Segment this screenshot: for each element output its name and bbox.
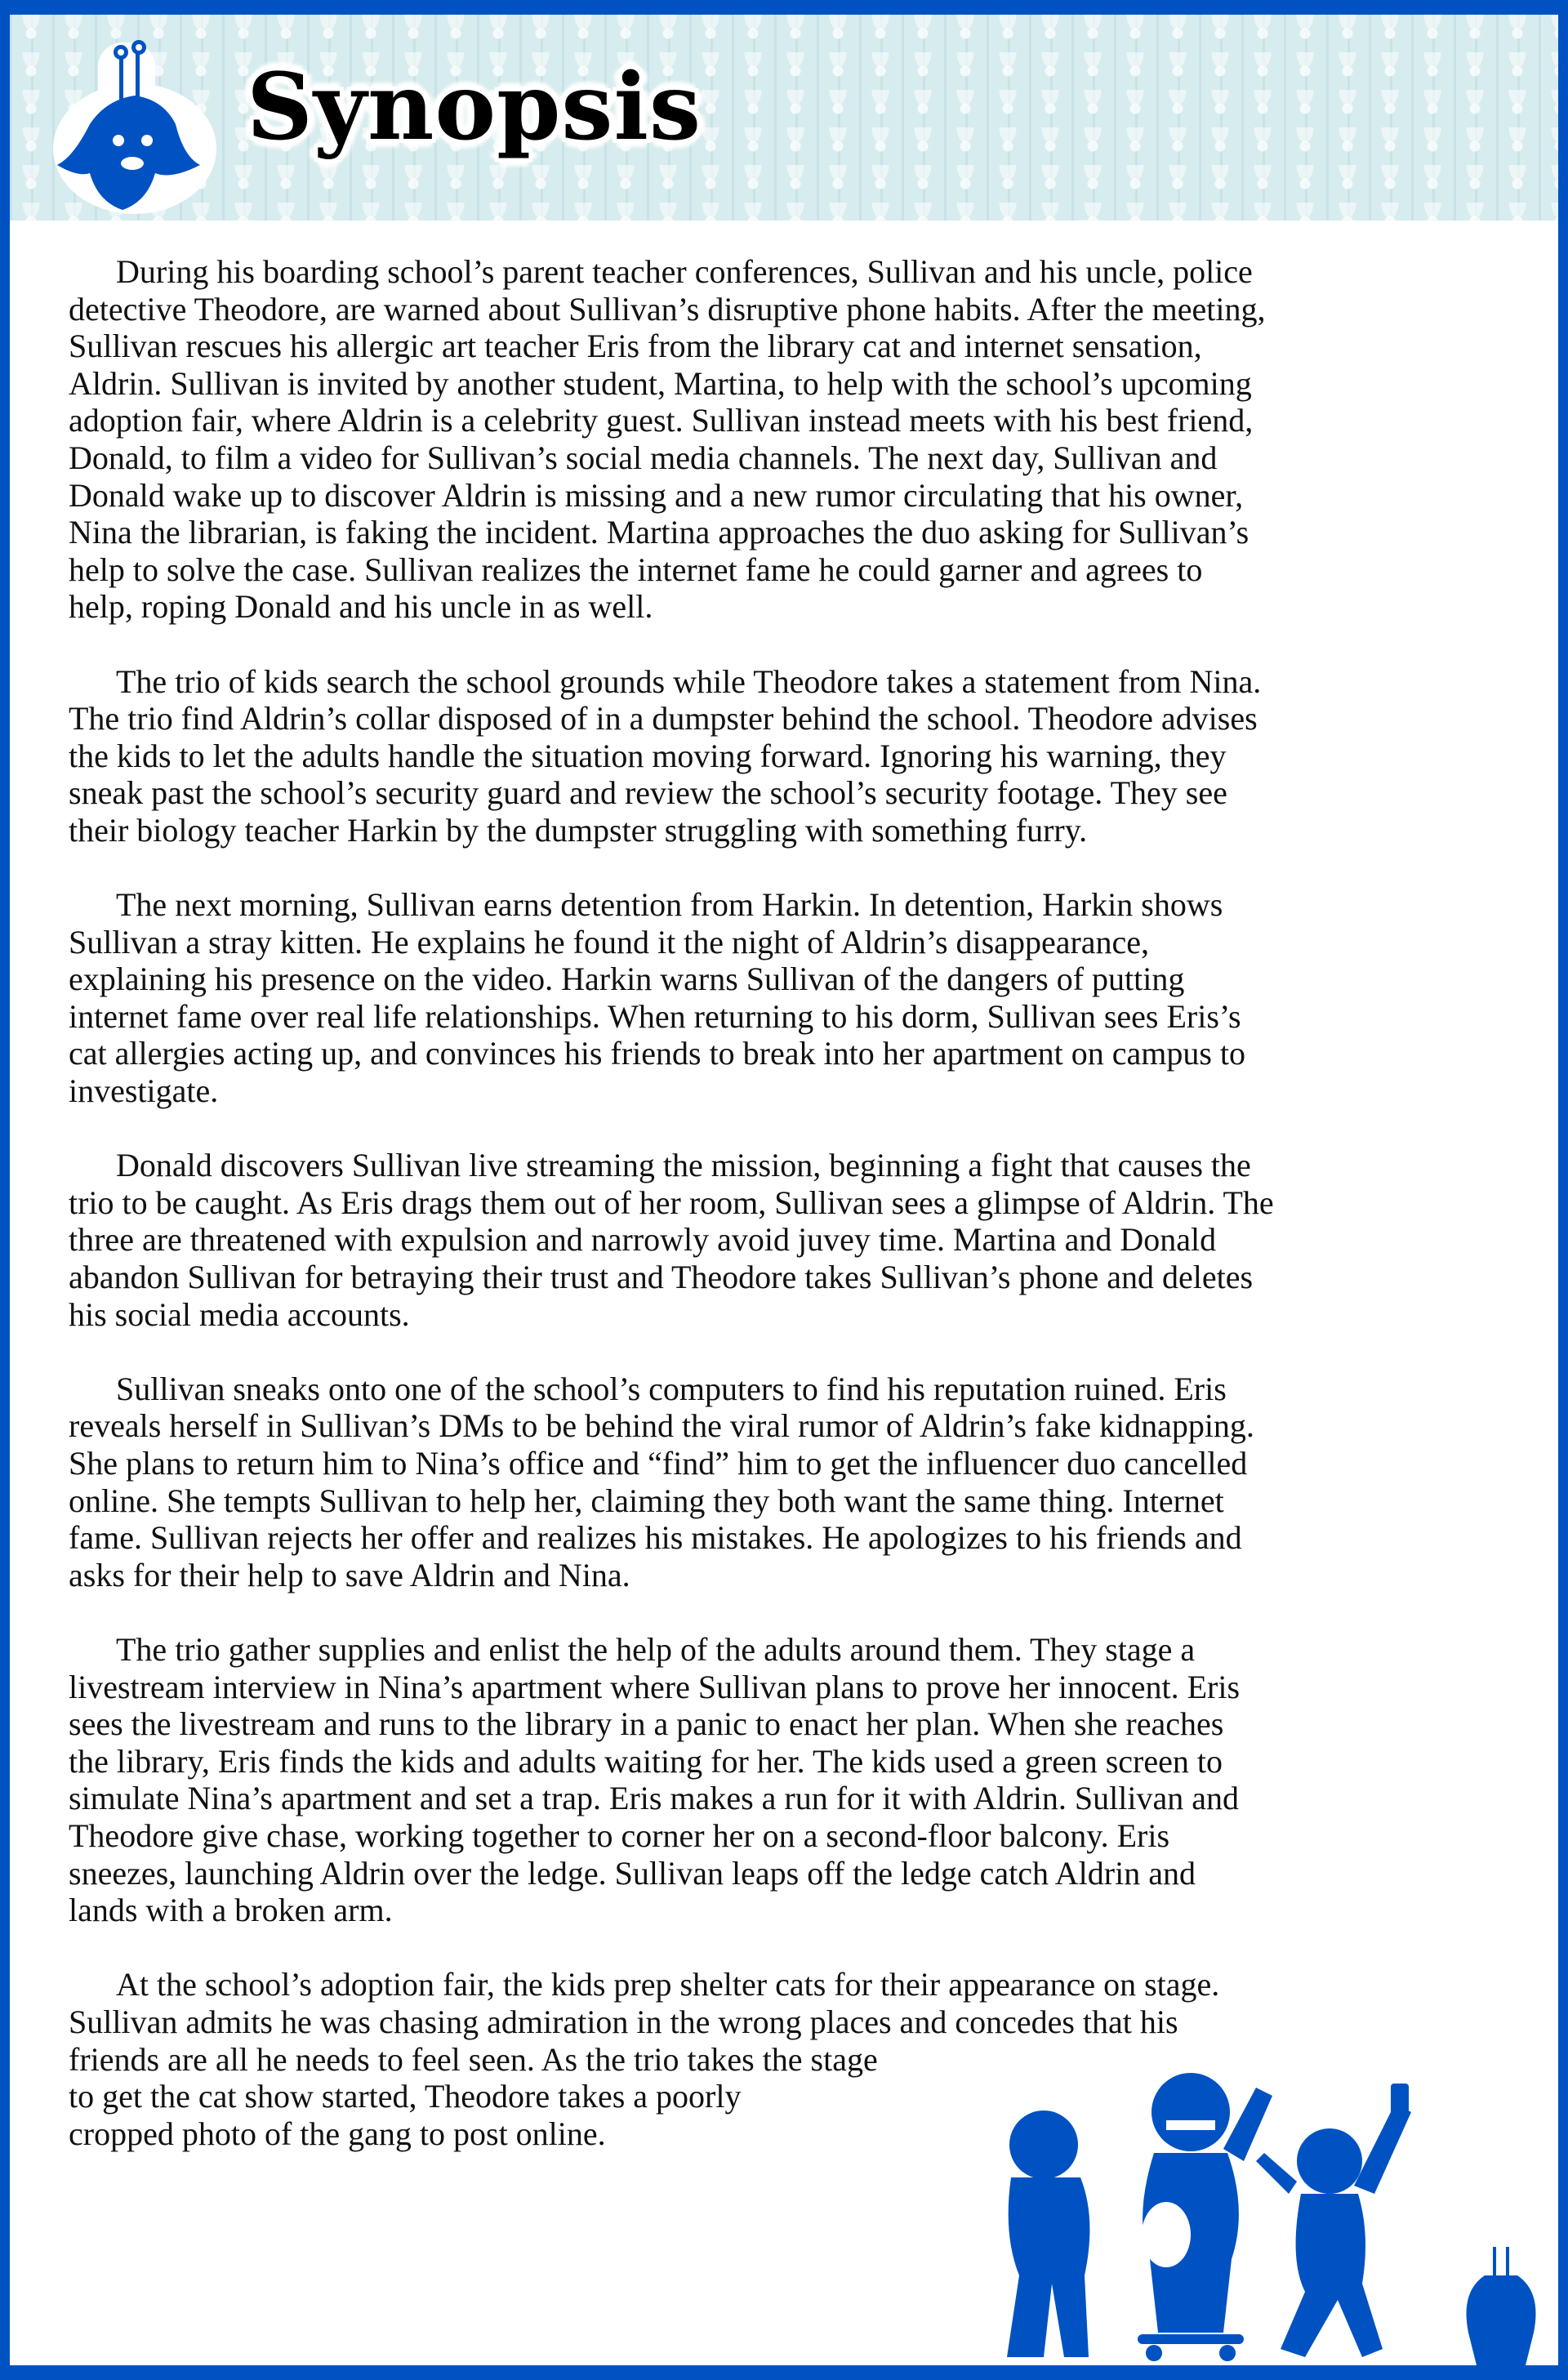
cat-mascot-icon <box>41 34 229 222</box>
paragraph-line: the library, Eris finds the kids and adults waiting for her. The kids used a green screen to <box>69 1742 1223 1780</box>
paragraph-line: livestream interview in Nina’s apartment where Sullivan plans to prove her innocent. Eris <box>69 1668 1241 1705</box>
paragraph-line: Donald, to film a video for Sullivan’s social media channels. The next day, Sullivan and <box>69 439 1218 476</box>
paragraph-line: abandon Sullivan for betraying their trust and Theodore takes Sullivan’s phone and deletes <box>69 1259 1254 1296</box>
paragraph-line: investigate. <box>69 1072 219 1110</box>
paragraph-line: Donald wake up to discover Aldrin is missing and a new rumor circulating that his owner, <box>69 476 1244 514</box>
synopsis-paragraph <box>69 1147 1539 1333</box>
header-banner <box>10 15 1558 221</box>
character-boy-phone <box>1256 2084 1411 2357</box>
paragraph-line: help to solve the case. Sullivan realizes the internet fame he could garner and agrees to <box>69 550 1203 588</box>
paragraph-line: friends are all he needs to feel seen. As the trio takes the stage <box>69 2040 878 2078</box>
paragraph-line: simulate Nina’s apartment and set a trap. Eris makes a run for it with Aldrin. Sullivan and <box>69 1780 1240 1817</box>
paragraph-line: The next morning, Sullivan earns detention from Harkin. In detention, Harkin shows <box>116 886 1223 924</box>
paragraph-line: online. She tempts Sullivan to help her, claiming they both want the same thing. Internet <box>69 1482 1224 1519</box>
paragraph-line: adoption fair, where Aldrin is a celebrity guest. Sullivan instead meets with his best friend, <box>69 402 1254 439</box>
paragraph-line: sneezes, launching Aldrin over the ledge. Sullivan leaps off the ledge catch Aldrin and <box>69 1854 1196 1892</box>
cat-aldrin <box>1467 2247 1536 2365</box>
paragraph-line: to get the cat show started, Theodore takes a poorly <box>69 2078 742 2115</box>
paragraph-line: Sullivan admits he was chasing admiration in the wrong places and concedes that his <box>69 2003 1178 2040</box>
paragraph-line: At the school’s adoption fair, the kids prep shelter cats for their appearance on stage. <box>116 1966 1220 2003</box>
paragraph-line: internet fame over real life relationships. When returning to his dorm, Sullivan sees Eris’s <box>69 997 1241 1035</box>
character-girl <box>1007 2110 1089 2357</box>
paragraph-line: sneak past the school’s security guard and review the school’s security footage. They see <box>69 774 1227 812</box>
synopsis-paragraph <box>69 1371 1539 1594</box>
synopsis-paragraph <box>69 886 1539 1110</box>
synopsis-paragraph <box>69 663 1539 849</box>
characters-illustration <box>921 2071 1558 2365</box>
paragraph-line: Donald discovers Sullivan live streaming the mission, beginning a fight that causes the <box>116 1147 1251 1184</box>
synopsis-paragraph <box>69 1631 1539 1929</box>
paragraph-line: cropped photo of the gang to post online. <box>69 2115 606 2152</box>
synopsis-text <box>69 253 1539 2190</box>
paragraph-line: Sullivan rescues his allergic art teacher Eris from the library cat and internet sensation, <box>69 328 1202 365</box>
paragraph-line: sees the livestream and runs to the library in a panic to enact her plan. When she reaches <box>69 1705 1224 1743</box>
paragraph-line: trio to be caught. As Eris drags them out of her room, Sullivan sees a glimpse of Aldrin. The <box>69 1183 1274 1221</box>
paragraph-line: Aldrin. Sullivan is invited by another student, Martina, to help with the school’s upcoming <box>69 364 1252 402</box>
paragraph-line: The trio gather supplies and enlist the help of the adults around them. They stage a <box>116 1630 1196 1668</box>
paragraph-line: detective Theodore, are warned about Sullivan’s disruptive phone habits. After the meeting, <box>69 290 1266 328</box>
paragraph-line: explaining his presence on the video. Harkin warns Sullivan of the dangers of putting <box>69 960 1185 998</box>
synopsis-page <box>10 15 1558 2365</box>
paragraph-line: help, roping Donald and his uncle in as well. <box>69 588 653 626</box>
paragraph-line: She plans to return him to Nina’s office and “find” him to get the influencer duo cancelled <box>69 1445 1248 1482</box>
paragraph-line: the kids to let the adults handle the situation moving forward. Ignoring his warning, they <box>69 737 1227 774</box>
paragraph-line: three are threatened with expulsion and narrowly avoid juvey time. Martina and Donald <box>69 1221 1217 1259</box>
page-title: Synopsis <box>247 54 702 161</box>
synopsis-paragraph <box>69 253 1539 626</box>
paragraph-line: Theodore give chase, working together to corner her on a second-floor balcony. Eris <box>69 1816 1170 1854</box>
paragraph-line: The trio of kids search the school grounds while Theodore takes a statement from Nina. <box>116 662 1262 700</box>
paragraph-line: reveals herself in Sullivan’s DMs to be behind the viral rumor of Aldrin’s fake kidnapping. <box>69 1407 1254 1445</box>
paragraph-line: lands with a broken arm. <box>69 1892 393 1929</box>
paragraph-line: The trio find Aldrin’s collar disposed of in a dumpster behind the school. Theodore advises <box>69 700 1258 738</box>
paragraph-line: cat allergies acting up, and convinces his friends to break into her apartment on campus to <box>69 1035 1246 1072</box>
paragraph-line: their biology teacher Harkin by the dumpster struggling with something furry. <box>69 811 1088 849</box>
paragraph-line: Nina the librarian, is faking the incident. Martina approaches the duo asking for Sullivan’s <box>69 514 1250 551</box>
paragraph-line: asks for their help to save Aldrin and Nina. <box>69 1556 630 1593</box>
paragraph-line: Sullivan sneaks onto one of the school’s computers to find his reputation ruined. Eris <box>116 1370 1227 1407</box>
paragraph-line: Sullivan a stray kitten. He explains he found it the night of Aldrin’s disappearance, <box>69 923 1150 960</box>
paragraph-line: fame. Sullivan rejects her offer and realizes his mistakes. He apologizes to his friends and <box>69 1519 1242 1557</box>
paragraph-line: During his boarding school’s parent teacher conferences, Sullivan and his uncle, police <box>116 253 1253 290</box>
paragraph-line: his social media accounts. <box>69 1295 410 1333</box>
